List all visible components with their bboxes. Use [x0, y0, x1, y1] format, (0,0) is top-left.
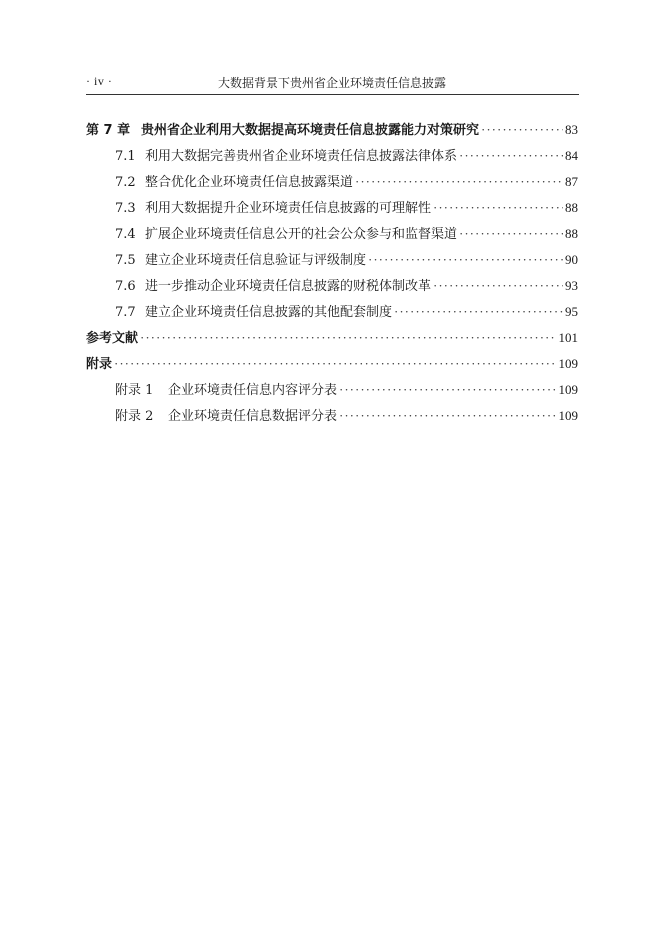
toc-chapter-title: 贵州省企业利用大数据提高环境责任信息披露能力对策研究: [141, 123, 480, 138]
toc-page-number: 109: [558, 356, 578, 371]
table-of-contents: [86, 120, 578, 432]
toc-leader-dots: [355, 172, 563, 192]
toc-section-number: 7.1: [115, 149, 136, 164]
toc-section-7-5[interactable]: [86, 250, 578, 276]
toc-chapter-number: 第 7 章: [86, 123, 131, 138]
toc-leader-dots: [140, 328, 556, 348]
toc-leader-dots: [394, 302, 563, 322]
book-title: 大数据背景下贵州省企业环境责任信息披露: [217, 76, 446, 90]
toc-leader-dots: [339, 380, 556, 400]
toc-page-number: 87: [565, 174, 578, 189]
toc-section-title: 扩展企业环境责任信息公开的社会公众参与和监督渠道: [145, 227, 458, 242]
toc-page-number: 101: [558, 330, 578, 345]
toc-page-number: 83: [565, 122, 578, 137]
toc-leader-dots: [433, 198, 563, 218]
toc-section-number: 7.4: [115, 227, 136, 242]
toc-section-7-3[interactable]: [86, 198, 578, 224]
toc-section-number: 7.2: [115, 175, 136, 190]
toc-references-title: 参考文献: [86, 331, 139, 346]
toc-section-number: 7.3: [115, 201, 136, 216]
toc-chapter-7[interactable]: [86, 120, 578, 146]
toc-leader-dots: [481, 120, 563, 140]
toc-section-7-2[interactable]: [86, 172, 578, 198]
toc-references[interactable]: [86, 328, 578, 354]
toc-leader-dots: [459, 224, 563, 244]
toc-section-7-7[interactable]: [86, 302, 578, 328]
toc-appendix-title: 附录: [86, 357, 113, 372]
toc-page-number: 84: [565, 148, 578, 163]
toc-section-7-1[interactable]: [86, 146, 578, 172]
toc-section-7-4[interactable]: [86, 224, 578, 250]
toc-section-title: 建立企业环境责任信息披露的其他配套制度: [145, 305, 393, 320]
running-header: [86, 74, 578, 94]
toc-leader-dots: [339, 406, 556, 426]
toc-appendix-number: 附录 1: [115, 383, 154, 398]
toc-section-number: 7.5: [115, 253, 136, 268]
toc-leader-dots: [114, 354, 556, 374]
toc-page-number: 109: [558, 382, 578, 397]
toc-page-number: 93: [565, 278, 578, 293]
toc-section-number: 7.7: [115, 305, 136, 320]
toc-appendix-1[interactable]: [86, 380, 578, 406]
toc-appendix[interactable]: [86, 354, 578, 380]
toc-appendix-2[interactable]: [86, 406, 578, 432]
toc-page-number: 88: [565, 200, 578, 215]
toc-section-title: 整合优化企业环境责任信息披露渠道: [145, 175, 354, 190]
toc-leader-dots: [368, 250, 563, 270]
toc-page-number: 90: [565, 252, 578, 267]
header-rule: [86, 94, 579, 95]
toc-appendix-item-title: 企业环境责任信息数据评分表: [168, 409, 338, 424]
toc-page-number: 109: [558, 408, 578, 423]
toc-section-number: 7.6: [115, 279, 136, 294]
toc-leader-dots: [433, 276, 563, 296]
toc-page-number: 88: [565, 226, 578, 241]
toc-appendix-number: 附录 2: [115, 409, 154, 424]
toc-section-title: 建立企业环境责任信息验证与评级制度: [145, 253, 367, 268]
toc-section-title: 利用大数据提升企业环境责任信息披露的可理解性: [145, 201, 432, 216]
page-number: · iv ·: [86, 74, 113, 88]
toc-section-title: 利用大数据完善贵州省企业环境责任信息披露法律体系: [145, 149, 458, 164]
toc-appendix-item-title: 企业环境责任信息内容评分表: [168, 383, 338, 398]
toc-section-7-6[interactable]: [86, 276, 578, 302]
toc-section-title: 进一步推动企业环境责任信息披露的财税体制改革: [145, 279, 432, 294]
toc-page-number: 95: [565, 304, 578, 319]
toc-leader-dots: [459, 146, 563, 166]
